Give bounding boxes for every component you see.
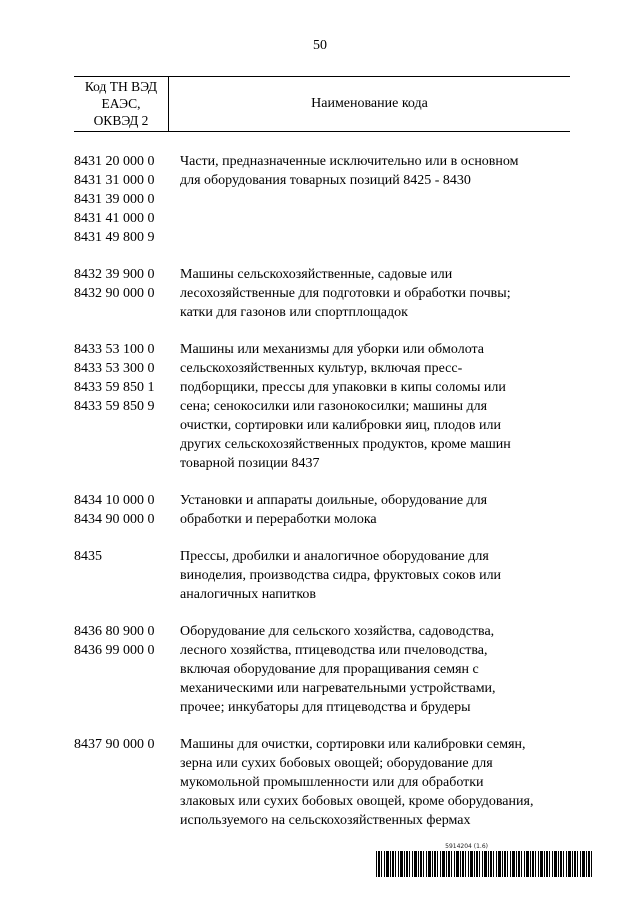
- name-line: аналогичных напитков: [180, 587, 317, 602]
- table-row: [74, 735, 570, 830]
- header-code-line: ОКВЭД 2: [93, 113, 149, 128]
- code-cell: [74, 622, 180, 717]
- name-line: Части, предназначенные исключительно или в основном: [180, 154, 519, 169]
- code-value: 8436 80 900 0: [74, 624, 155, 639]
- code-cell: [74, 152, 180, 247]
- name-line: Оборудование для сельского хозяйства, садоводства,: [180, 624, 495, 639]
- name-cell: [180, 547, 570, 604]
- name-cell: [180, 152, 570, 247]
- code-value: 8436 99 000 0: [74, 643, 155, 658]
- name-line: используемого на сельскохозяйственных фермах: [180, 813, 471, 828]
- name-line: других сельскохозяйственных продуктов, кроме машин: [180, 437, 511, 452]
- name-line: сена; сенокосилки или газонокосилки; машины для: [180, 399, 488, 414]
- name-line: механическими или нагревательными устройствами,: [180, 681, 496, 696]
- name-line: товарной позиции 8437: [180, 456, 320, 471]
- name-cell: [180, 491, 570, 529]
- code-cell: [74, 491, 180, 529]
- name-line: злаковых или сухих бобовых овощей, кроме оборудования,: [180, 794, 534, 809]
- name-line: для оборудования товарных позиций 8425 - 8430: [180, 173, 471, 188]
- code-value: 8431 41 000 0: [74, 211, 155, 226]
- barcode-icon: [376, 851, 594, 877]
- name-line: лесного хозяйства, птицеводства или пчеловодства,: [180, 643, 488, 658]
- code-value: 8435: [74, 549, 102, 564]
- name-line: катки для газонов или спортплощадок: [180, 305, 408, 320]
- document-stamp: 5914204 (1.6): [445, 843, 488, 850]
- header-code-line: Код ТН ВЭД: [84, 79, 158, 94]
- table-row: [74, 265, 570, 322]
- code-cell: [74, 735, 180, 830]
- code-value: 8437 90 000 0: [74, 737, 155, 752]
- code-value: 8431 49 800 9: [74, 230, 155, 245]
- name-cell: [180, 340, 570, 473]
- code-value: 8431 39 000 0: [74, 192, 155, 207]
- name-line: виноделия, производства сидра, фруктовых соков или: [180, 568, 502, 583]
- table-row: [74, 547, 570, 604]
- name-line: Машины для очистки, сортировки или калибровки семян,: [180, 737, 526, 752]
- name-line: включая оборудование для проращивания семян с: [180, 662, 479, 677]
- name-cell: [180, 622, 570, 717]
- header-code-column: [74, 77, 169, 131]
- code-value: 8433 59 850 1: [74, 380, 155, 395]
- name-line: зерна или сухих бобовых овощей; оборудование для: [180, 756, 493, 771]
- name-line: очистки, сортировки или калибровки яиц, плодов или: [180, 418, 501, 433]
- table-header: [74, 76, 570, 132]
- code-value: 8434 90 000 0: [74, 512, 155, 527]
- table-body: [74, 132, 570, 830]
- name-cell: [180, 735, 570, 830]
- name-line: обработки и переработки молока: [180, 512, 377, 527]
- code-cell: [74, 547, 180, 604]
- code-value: 8432 39 900 0: [74, 267, 155, 282]
- code-value: 8432 90 000 0: [74, 286, 155, 301]
- name-line: лесохозяйственные для подготовки и обработки почвы;: [180, 286, 511, 301]
- name-cell: [180, 265, 570, 322]
- name-line: Установки и аппараты доильные, оборудование для: [180, 493, 488, 508]
- page-number: 50: [313, 38, 327, 53]
- code-value: 8433 53 300 0: [74, 361, 155, 376]
- table-row: [74, 622, 570, 717]
- header-name-column: Наименование кода: [311, 96, 428, 111]
- code-cell: [74, 265, 180, 322]
- name-line: Машины или механизмы для уборки или обмолота: [180, 342, 485, 357]
- name-line: Прессы, дробилки и аналогичное оборудование для: [180, 549, 489, 564]
- name-line: Машины сельскохозяйственные, садовые или: [180, 267, 453, 282]
- table-row: [74, 340, 570, 473]
- code-value: 8431 20 000 0: [74, 154, 155, 169]
- table-row: [74, 491, 570, 529]
- code-value: 8434 10 000 0: [74, 493, 155, 508]
- name-line: мукомольной промышленности или для обработки: [180, 775, 484, 790]
- code-cell: [74, 340, 180, 473]
- code-value: 8433 59 850 9: [74, 399, 155, 414]
- codes-table: [74, 76, 570, 848]
- code-value: 8433 53 100 0: [74, 342, 155, 357]
- name-line: сельскохозяйственных культур, включая пресс-: [180, 361, 463, 376]
- header-code-line: ЕАЭС,: [101, 96, 141, 111]
- table-row: [74, 152, 570, 247]
- name-line: подборщики, прессы для упаковки в кипы соломы или: [180, 380, 506, 395]
- code-value: 8431 31 000 0: [74, 173, 155, 188]
- name-line: прочее; инкубаторы для птицеводства и брудеры: [180, 700, 471, 715]
- footer: [376, 843, 594, 887]
